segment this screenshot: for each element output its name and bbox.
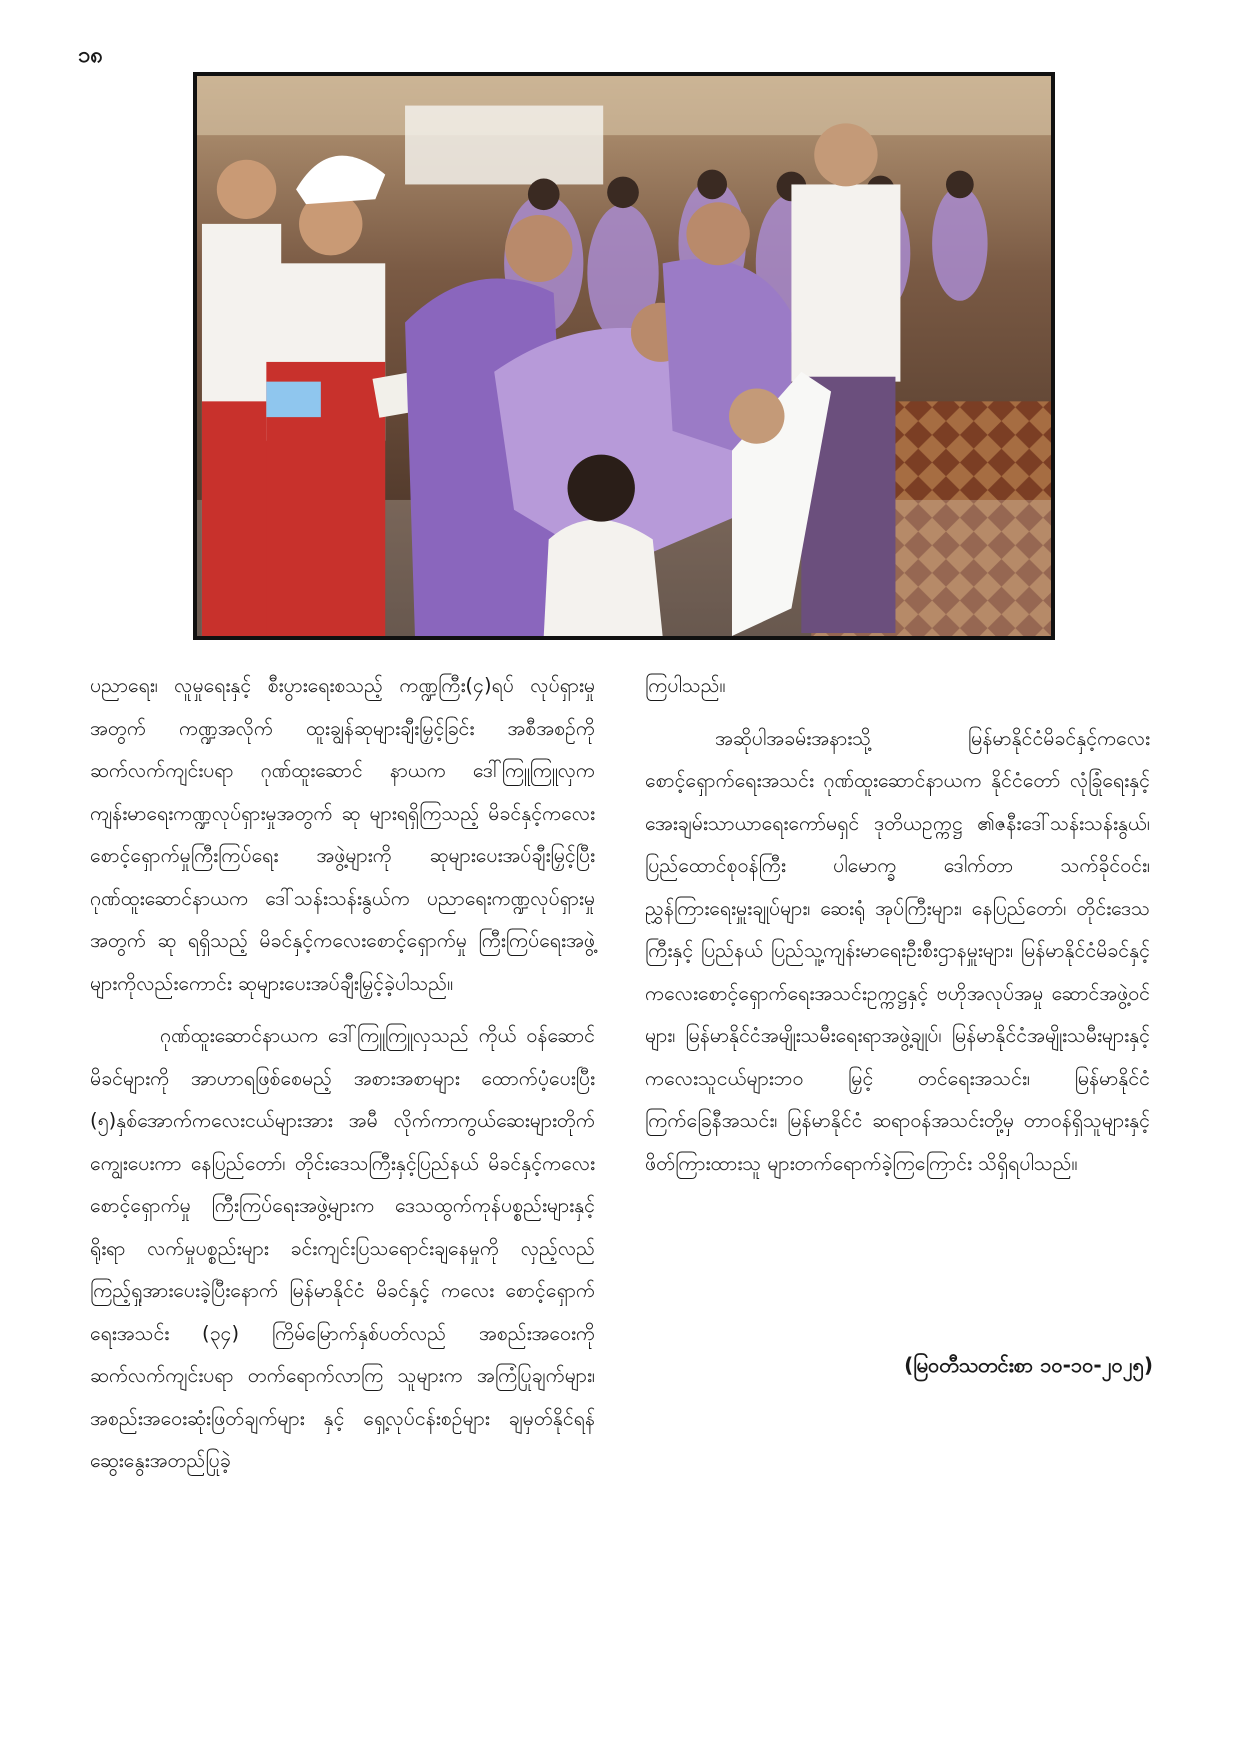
left-paragraph-1: ပညာရေး၊ လူမှုရေးနှင့် စီးပွားရေးစသည့် ကဏ္ဍကြီး(၄)ရပ် လုပ်ရှားမှုအတွက် ကဏ္ဍအလိုက် ထူးချွန်ဆုများချီးမြှင့်ခြင်း အစီအစဉ်ကို ဆက်လက်ကျင်းပရာ ဂုဏ်ထူးဆောင် နာယက ဒေါ်ကြူကြူလှက ကျန်းမာရေးကဏ္ဍလုပ်ရှားမှုအတွက် ဆု များရရှိကြသည့် မိခင်နှင့်ကလေးစောင့်ရှောက်မှုကြီးကြပ်ရေး အဖွဲ့များကို ဆုများပေးအပ်ချီးမြှင့်ပြီး ဂုဏ်ထူးဆောင်နာယက ဒေါ်သန်းသန်းနွယ်က ပညာရေးကဏ္ဍလုပ်ရှားမှုအတွက် ဆု ရရှိသည့် မိခင်နှင့်ကလေးစောင့်ရှောက်မှု ကြီးကြပ်ရေးအဖွဲ့ များကိုလည်းကောင်း ဆုများပေးအပ်ချီးမြှင့်ခဲ့ပါသည်။: [90, 674, 595, 995]
photo-event-scene-icon: [197, 76, 1051, 636]
right-text-column: [645, 665, 1150, 1185]
event-photo: [193, 72, 1055, 640]
left-text-column: [90, 665, 595, 1483]
right-paragraph-1: ကြပါသည်။: [645, 674, 726, 697]
page-number: ၁၈: [78, 43, 103, 68]
left-paragraph-2: ဂုဏ်ထူးဆောင်နာယက ဒေါ်ကြူကြူလှသည် ကိုယ် ဝန်ဆောင်မိခင်များကို အာဟာရဖြစ်စေမည့် အစားအစာများ ထောက်ပံ့ပေးပြီး (၅)နှစ်အောက်ကလေးငယ်များအား အမီ လိုက်ကာကွယ်ဆေးများတိုက်ကျွေးပေးကာ နေပြည်တော်၊ တိုင်းဒေသကြီးနှင့်ပြည်နယ် မိခင်နှင့်ကလေးစောင့်ရှောက်မှု ကြီးကြပ်ရေးအဖွဲ့များက ဒေသထွက်ကုန်ပစ္စည်းများနှင့် ရိုးရာ လက်မှုပစ္စည်းများ ခင်းကျင်းပြသရောင်းချနေမှုကို လှည့်လည် ကြည့်ရှုအားပေးခဲ့ပြီးနောက် မြန်မာနိုင်ငံ မိခင်နှင့် ကလေး စောင့်ရှောက်ရေးအသင်း (၃၄) ကြိမ်မြောက်နှစ်ပတ်လည် အစည်းအဝေးကို ဆက်လက်ကျင်းပရာ တက်ရောက်လာကြ သူများက အကြံပြုချက်များ၊ အစည်းအဝေးဆုံးဖြတ်ချက်များ နှင့် ရှေ့လုပ်ငန်းစဉ်များ ချမှတ်နိုင်ရန် ဆွေးနွေးအတည်ပြုခဲ့: [90, 1024, 595, 1472]
right-paragraph-2: အဆိုပါအခမ်းအနားသို့ မြန်မာနိုင်ငံမိခင်နှင့်ကလေး စောင့်ရှောက်ရေးအသင်း ဂုဏ်ထူးဆောင်နာယက နိုင်ငံတော် လုံခြုံရေးနှင့်အေးချမ်းသာယာရေးကော်မရှင် ဒုတိယဥက္ကဋ္ဌ ၏ဇနီးဒေါ်သန်းသန်းနွယ်၊ ပြည်ထောင်စုဝန်ကြီး ပါမောက္ခ ဒေါက်တာ သက်ခိုင်ဝင်း၊ ညွှန်ကြားရေးမှူးချုပ်များ၊ ဆေးရုံ အုပ်ကြီးများ၊ နေပြည်တော်၊ တိုင်းဒေသကြီးနှင့် ပြည်နယ် ပြည်သူ့ကျန်းမာရေးဦးစီးဌာနမှူးများ၊ မြန်မာနိုင်ငံမိခင်နှင့် ကလေးစောင့်ရှောက်ရေးအသင်းဥက္ကဋ္ဌနှင့် ဗဟိုအလုပ်အမှု ဆောင်အဖွဲ့ဝင်များ၊ မြန်မာနိုင်ငံအမျိုးသမီးရေးရာအဖွဲ့ချုပ်၊ မြန်မာနိုင်ငံအမျိုးသမီးများနှင့် ကလေးသူငယ်များဘဝ မြှင့် တင်ရေးအသင်း၊ မြန်မာနိုင်ငံကြက်ခြေနီအသင်း၊ မြန်မာနိုင်ငံ ဆရာဝန်အသင်းတို့မှ တာဝန်ရှိသူများနှင့် ဖိတ်ကြားထားသူ များတက်ရောက်ခဲ့ကြကြောင်း သိရှိရပါသည်။: [645, 726, 1150, 1175]
source-citation: (မြဝတီသတင်းစာ ၁၀-၁၀-၂၀၂၅): [904, 1353, 1153, 1377]
